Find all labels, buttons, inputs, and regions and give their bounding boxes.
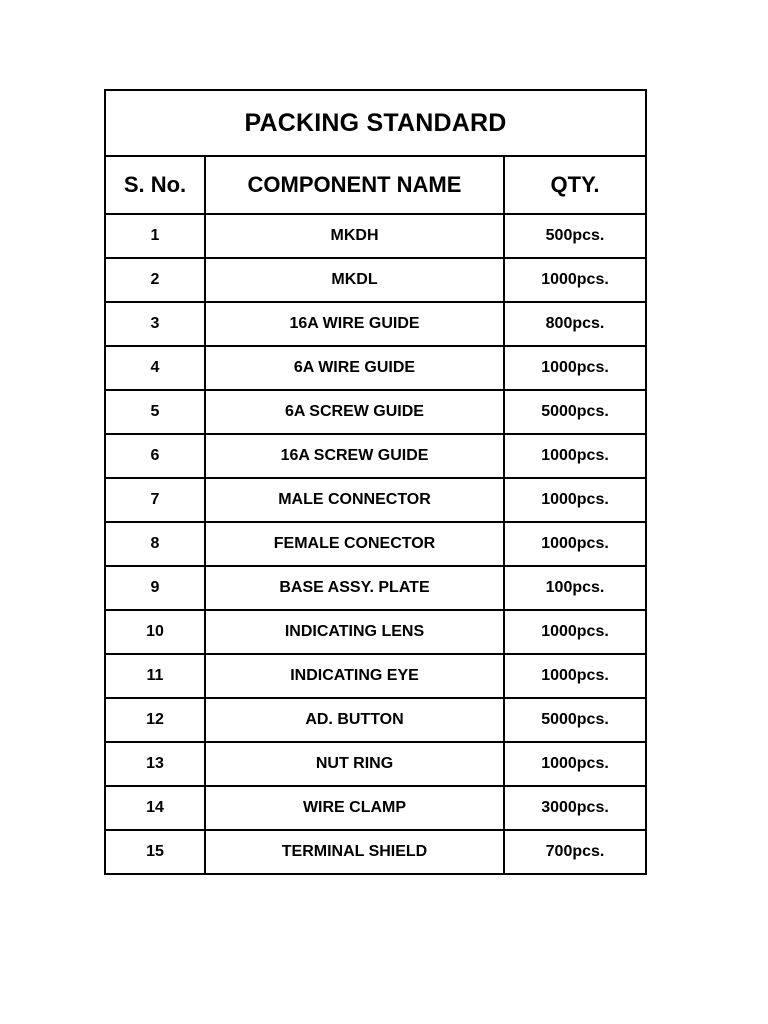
cell-component-name: BASE ASSY. PLATE bbox=[205, 566, 504, 610]
cell-sno: 14 bbox=[105, 786, 205, 830]
cell-sno: 15 bbox=[105, 830, 205, 874]
column-header-sno: S. No. bbox=[105, 156, 205, 214]
table-row bbox=[105, 302, 646, 346]
cell-qty: 1000pcs. bbox=[504, 478, 646, 522]
cell-sno: 7 bbox=[105, 478, 205, 522]
cell-component-name: MKDL bbox=[205, 258, 504, 302]
column-header-component-name: COMPONENT NAME bbox=[205, 156, 504, 214]
table-row bbox=[105, 786, 646, 830]
cell-qty: 1000pcs. bbox=[504, 522, 646, 566]
table-row bbox=[105, 698, 646, 742]
table-header-row bbox=[105, 156, 646, 214]
document-page bbox=[104, 89, 645, 875]
cell-qty: 1000pcs. bbox=[504, 434, 646, 478]
cell-sno: 13 bbox=[105, 742, 205, 786]
cell-qty: 5000pcs. bbox=[504, 698, 646, 742]
cell-qty: 700pcs. bbox=[504, 830, 646, 874]
cell-sno: 4 bbox=[105, 346, 205, 390]
cell-qty: 500pcs. bbox=[504, 214, 646, 258]
cell-component-name: NUT RING bbox=[205, 742, 504, 786]
table-row bbox=[105, 566, 646, 610]
cell-sno: 2 bbox=[105, 258, 205, 302]
table-row bbox=[105, 434, 646, 478]
cell-component-name: MKDH bbox=[205, 214, 504, 258]
packing-standard-table bbox=[104, 89, 647, 875]
table-row bbox=[105, 610, 646, 654]
cell-sno: 12 bbox=[105, 698, 205, 742]
cell-component-name: INDICATING EYE bbox=[205, 654, 504, 698]
cell-qty: 1000pcs. bbox=[504, 610, 646, 654]
cell-qty: 1000pcs. bbox=[504, 654, 646, 698]
cell-qty: 3000pcs. bbox=[504, 786, 646, 830]
table-row bbox=[105, 830, 646, 874]
cell-sno: 6 bbox=[105, 434, 205, 478]
cell-sno: 1 bbox=[105, 214, 205, 258]
table-body bbox=[105, 214, 646, 874]
cell-component-name: FEMALE CONECTOR bbox=[205, 522, 504, 566]
cell-component-name: MALE CONNECTOR bbox=[205, 478, 504, 522]
cell-sno: 5 bbox=[105, 390, 205, 434]
column-header-qty: QTY. bbox=[504, 156, 646, 214]
cell-component-name: WIRE CLAMP bbox=[205, 786, 504, 830]
cell-sno: 8 bbox=[105, 522, 205, 566]
cell-qty: 1000pcs. bbox=[504, 258, 646, 302]
cell-component-name: INDICATING LENS bbox=[205, 610, 504, 654]
cell-component-name: 6A SCREW GUIDE bbox=[205, 390, 504, 434]
table-row bbox=[105, 346, 646, 390]
cell-component-name: TERMINAL SHIELD bbox=[205, 830, 504, 874]
cell-qty: 800pcs. bbox=[504, 302, 646, 346]
table-row bbox=[105, 522, 646, 566]
table-title-row bbox=[105, 90, 646, 156]
table-row bbox=[105, 654, 646, 698]
cell-component-name: AD. BUTTON bbox=[205, 698, 504, 742]
cell-component-name: 16A WIRE GUIDE bbox=[205, 302, 504, 346]
table-title: PACKING STANDARD bbox=[105, 90, 646, 156]
cell-component-name: 16A SCREW GUIDE bbox=[205, 434, 504, 478]
cell-component-name: 6A WIRE GUIDE bbox=[205, 346, 504, 390]
cell-sno: 10 bbox=[105, 610, 205, 654]
table-row bbox=[105, 478, 646, 522]
table-row bbox=[105, 390, 646, 434]
table-row bbox=[105, 742, 646, 786]
cell-qty: 1000pcs. bbox=[504, 742, 646, 786]
cell-qty: 1000pcs. bbox=[504, 346, 646, 390]
table-row bbox=[105, 214, 646, 258]
cell-sno: 9 bbox=[105, 566, 205, 610]
cell-qty: 100pcs. bbox=[504, 566, 646, 610]
cell-sno: 11 bbox=[105, 654, 205, 698]
cell-sno: 3 bbox=[105, 302, 205, 346]
table-row bbox=[105, 258, 646, 302]
cell-qty: 5000pcs. bbox=[504, 390, 646, 434]
